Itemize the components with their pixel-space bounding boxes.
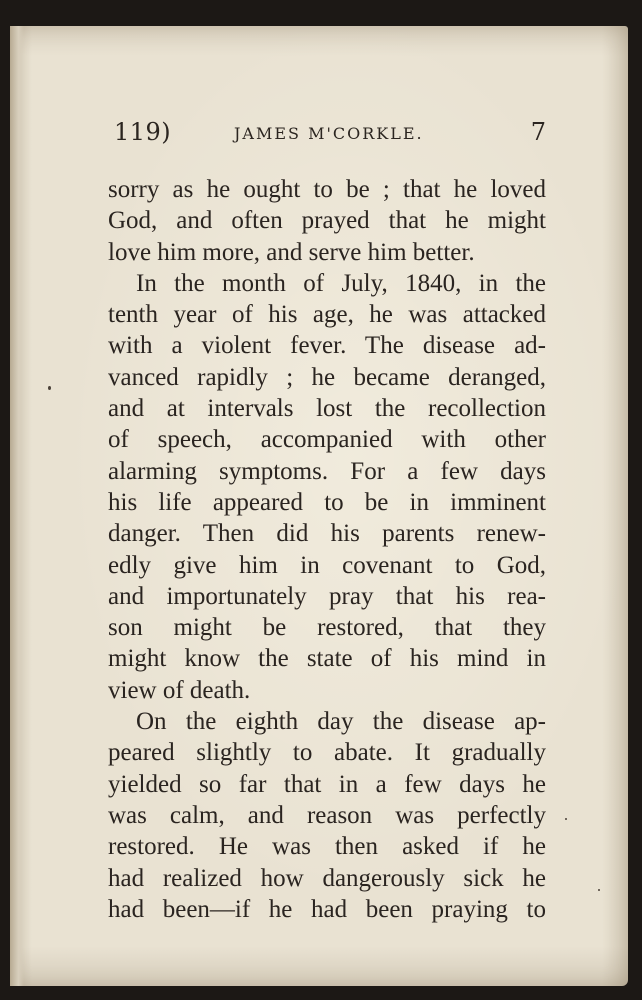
paper-speck	[48, 386, 51, 390]
text-line: peared slightly to abate. It gradually	[108, 739, 546, 767]
paper-speck	[565, 818, 567, 820]
text-line: had been—if he had been praying to	[108, 895, 546, 923]
text-line: danger. Then did his parents renew-	[108, 520, 546, 548]
text-line: edly give him in covenant to God,	[108, 551, 546, 579]
text-line: sorry as he ought to be ; that he loved	[108, 176, 546, 203]
text-line: God, and often prayed that he might	[108, 207, 546, 235]
header-title: JAMES M'CORKLE.	[234, 124, 424, 143]
text-line: of speech, accompanied with other	[108, 426, 546, 454]
text-line: and at intervals lost the recollection	[108, 395, 546, 423]
page-spine-edge	[10, 26, 24, 986]
running-header	[106, 118, 552, 152]
text-line: and importunately pray that his rea-	[108, 582, 546, 610]
header-marginal-number: 119)	[114, 118, 172, 146]
text-line: son might be restored, that they	[108, 614, 546, 642]
text-line: his life appeared to be in imminent	[108, 488, 546, 516]
text-line: view of death.	[108, 676, 251, 704]
text-line: was calm, and reason was perfectly	[108, 801, 546, 829]
text-line: with a violent fever. The disease ad-	[108, 332, 546, 360]
text-line: tenth year of his age, he was attacked	[108, 301, 546, 329]
text-line: might know the state of his mind in	[108, 645, 546, 673]
text-line: vanced rapidly ; he became deranged,	[108, 363, 546, 391]
text-line: had realized how dangerously sick he	[108, 864, 546, 892]
text-line: In the month of July, 1840, in the	[136, 269, 546, 297]
text-line: love him more, and serve him better.	[108, 238, 475, 266]
text-line: yielded so far that in a few days he	[108, 770, 546, 798]
text-line: On the eighth day the disease ap-	[136, 708, 546, 736]
paper-speck	[598, 889, 600, 891]
page-number: 7	[530, 118, 546, 146]
body-text	[108, 174, 546, 925]
text-line: alarming symptoms. For a few days	[108, 457, 546, 485]
text-line: restored. He was then asked if he	[108, 833, 546, 861]
